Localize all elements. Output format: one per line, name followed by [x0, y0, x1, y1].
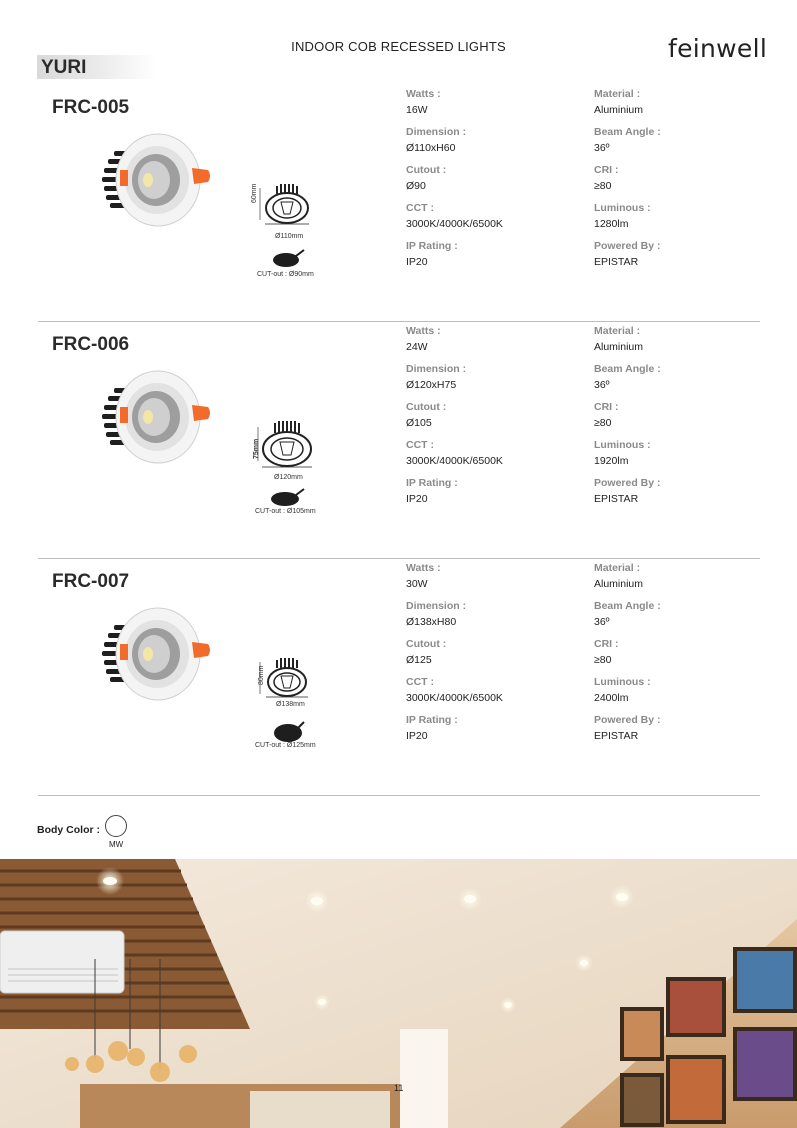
cct-value: 3000K/4000K/6500K — [406, 455, 503, 467]
watts-label: Watts : — [406, 325, 441, 337]
material-label: Material : — [594, 88, 641, 100]
ip-rating-label: IP Rating : — [406, 477, 458, 489]
beam-angle-label: Beam Angle : — [594, 363, 661, 375]
watts-label: Watts : — [406, 88, 441, 100]
cri-value: ≥80 — [594, 654, 612, 666]
luminous-label: Luminous : — [594, 676, 651, 688]
cct-label: CCT : — [406, 439, 434, 451]
dimension-value: Ø120xH75 — [406, 379, 457, 391]
luminous-value: 1920lm — [594, 455, 629, 467]
diameter-dimension-label: Ø138mm — [276, 701, 305, 708]
dimension-label: Dimension : — [406, 600, 467, 612]
dimension-value: Ø110xH60 — [406, 142, 456, 154]
cutout-value: Ø90 — [406, 180, 426, 192]
technical-drawing — [252, 417, 318, 517]
powered-by-label: Powered By : — [594, 477, 661, 489]
material-value: Aluminium — [594, 104, 644, 116]
product-code: FRC-006 — [52, 334, 130, 355]
ip-rating-label: IP Rating : — [406, 714, 458, 726]
cri-value: ≥80 — [594, 417, 612, 429]
cri-value: ≥80 — [594, 180, 612, 192]
page-number: 11 — [394, 1083, 404, 1093]
height-dimension-label: 75mm — [253, 438, 260, 459]
beam-angle-value: 36º — [594, 142, 610, 154]
product-photo — [100, 604, 215, 709]
watts-label: Watts : — [406, 562, 441, 574]
powered-by-value: EPISTAR — [594, 730, 639, 742]
luminous-label: Luminous : — [594, 202, 651, 214]
brand-logo: feinwell — [668, 34, 768, 63]
section-divider — [38, 558, 760, 559]
catalog-title: INDOOR COB RECESSED LIGHTS — [291, 39, 506, 54]
beam-angle-value: 36º — [594, 616, 610, 628]
cutout-dimension-label: CUT-out : Ø90mm — [257, 271, 314, 278]
cri-label: CRI : — [594, 401, 619, 413]
ip-rating-label: IP Rating : — [406, 240, 458, 252]
product-block — [0, 562, 797, 799]
height-dimension-label: 80mm — [258, 665, 265, 685]
beam-angle-label: Beam Angle : — [594, 600, 661, 612]
product-block — [0, 325, 797, 562]
technical-drawing — [252, 180, 318, 280]
section-divider — [38, 321, 760, 322]
powered-by-label: Powered By : — [594, 240, 661, 252]
diameter-dimension-label: Ø120mm — [274, 474, 303, 481]
material-value: Aluminium — [594, 341, 644, 353]
cutout-label: Cutout : — [406, 401, 447, 413]
height-dimension-label: 60mm — [251, 183, 258, 203]
product-photo — [100, 367, 215, 472]
product-code: FRC-005 — [52, 97, 130, 118]
watts-value: 16W — [406, 104, 428, 116]
material-label: Material : — [594, 562, 641, 574]
material-label: Material : — [594, 325, 641, 337]
color-swatch-mw — [105, 815, 127, 837]
dimension-label: Dimension : — [406, 126, 467, 138]
cutout-dimension-label: CUT-out : Ø125mm — [255, 742, 316, 749]
cct-label: CCT : — [406, 676, 434, 688]
dimension-value: Ø138xH80 — [406, 616, 457, 628]
cct-value: 3000K/4000K/6500K — [406, 218, 503, 230]
luminous-value: 2400lm — [594, 692, 629, 704]
material-value: Aluminium — [594, 578, 644, 590]
product-code: FRC-007 — [52, 571, 130, 592]
product-block — [0, 88, 797, 325]
body-color-label: Body Color : — [37, 824, 100, 836]
watts-value: 30W — [406, 578, 428, 590]
luminous-label: Luminous : — [594, 439, 651, 451]
cutout-label: Cutout : — [406, 164, 447, 176]
product-photo — [100, 130, 215, 235]
powered-by-value: EPISTAR — [594, 256, 639, 268]
cct-label: CCT : — [406, 202, 434, 214]
series-name: YURI — [41, 57, 87, 78]
dimension-label: Dimension : — [406, 363, 467, 375]
cutout-label: Cutout : — [406, 638, 447, 650]
cri-label: CRI : — [594, 638, 619, 650]
cutout-dimension-label: CUT-out : Ø105mm — [255, 508, 316, 515]
cct-value: 3000K/4000K/6500K — [406, 692, 503, 704]
cri-label: CRI : — [594, 164, 619, 176]
powered-by-label: Powered By : — [594, 714, 661, 726]
luminous-value: 1280lm — [594, 218, 629, 230]
beam-angle-label: Beam Angle : — [594, 126, 661, 138]
powered-by-value: EPISTAR — [594, 493, 639, 505]
section-divider — [38, 795, 760, 796]
diameter-dimension-label: Ø110mm — [275, 233, 304, 240]
watts-value: 24W — [406, 341, 428, 353]
beam-angle-value: 36º — [594, 379, 610, 391]
cutout-value: Ø125 — [406, 654, 432, 666]
ip-rating-value: IP20 — [406, 730, 428, 742]
ip-rating-value: IP20 — [406, 493, 428, 505]
cutout-value: Ø105 — [406, 417, 432, 429]
ip-rating-value: IP20 — [406, 256, 428, 268]
swatch-label: MW — [109, 840, 124, 849]
